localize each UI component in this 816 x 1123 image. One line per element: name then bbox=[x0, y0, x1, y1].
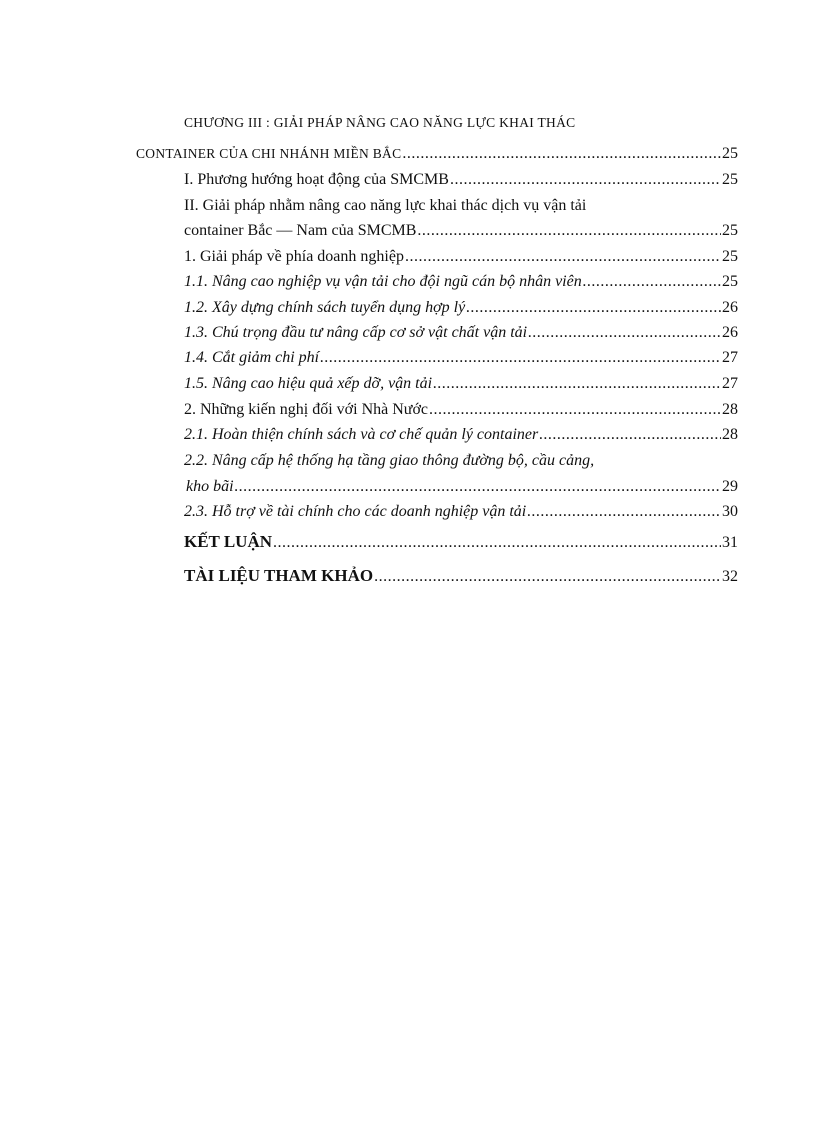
leader-dots bbox=[466, 298, 721, 318]
leader-dots bbox=[527, 502, 721, 522]
toc-entry-section1[interactable] bbox=[184, 170, 738, 190]
toc-entry-title: 1.5. Nâng cao hiệu quả xếp dỡ, vận tải bbox=[184, 375, 433, 392]
leader-dots bbox=[429, 400, 721, 420]
toc-section2-title-line1: II. Giải pháp nhằm nâng cao năng lực khai thác dịch vụ vận tải bbox=[184, 197, 587, 214]
leader-dots bbox=[235, 477, 721, 497]
toc-entry-references[interactable] bbox=[184, 566, 738, 587]
page-number: 28 bbox=[722, 401, 738, 418]
toc-entry-sub1-2[interactable] bbox=[184, 298, 738, 318]
toc-chapter3-title-line2: CONTAINER CỦA CHI NHÁNH MIỀN BẮC bbox=[136, 146, 402, 161]
leader-dots bbox=[320, 348, 721, 368]
toc-entry-title: TÀI LIỆU THAM KHẢO bbox=[184, 566, 374, 585]
leader-dots bbox=[528, 323, 721, 343]
leader-dots bbox=[405, 247, 721, 267]
toc-entry-sub1-4[interactable] bbox=[184, 348, 738, 368]
page-number: 28 bbox=[722, 426, 738, 443]
toc-sub2-2-title-line2: kho bãi bbox=[186, 478, 234, 495]
page-number: 31 bbox=[722, 534, 738, 551]
page-number: 29 bbox=[722, 478, 738, 495]
toc-entry-sub2[interactable] bbox=[184, 400, 738, 420]
toc-entry-title: KẾT LUẬN bbox=[184, 532, 273, 551]
toc-entry-title: 1. Giải pháp về phía doanh nghiệp bbox=[184, 248, 404, 265]
toc-entry-title: 2. Những kiến nghị đối với Nhà Nước bbox=[184, 401, 429, 418]
toc-sub2-2-title-line1: 2.2. Nâng cấp hệ thống hạ tầng giao thông đường bộ, cầu cảng, bbox=[184, 452, 595, 469]
leader-dots bbox=[539, 425, 721, 445]
page-number: 26 bbox=[722, 324, 738, 341]
toc-entry-chapter3[interactable] bbox=[136, 144, 738, 164]
page-number: 25 bbox=[722, 248, 738, 265]
page-number: 25 bbox=[722, 222, 738, 239]
toc-entry-sub2-1[interactable] bbox=[184, 425, 738, 445]
leader-dots bbox=[450, 170, 721, 190]
page-number: 30 bbox=[722, 503, 738, 520]
leader-dots bbox=[273, 533, 721, 553]
toc-entry-conclusion[interactable] bbox=[184, 532, 738, 553]
toc-entry-sub1-3[interactable] bbox=[184, 323, 738, 343]
toc-entry-sub1-5[interactable] bbox=[184, 374, 738, 394]
leader-dots bbox=[433, 374, 721, 394]
page-number: 25 bbox=[722, 273, 738, 290]
page-number: 32 bbox=[722, 568, 738, 585]
page-number: 26 bbox=[722, 299, 738, 316]
leader-dots bbox=[417, 221, 721, 241]
page-number: 25 bbox=[722, 145, 738, 162]
toc-entry-sub2-2[interactable] bbox=[186, 477, 738, 497]
toc-entry-title: 2.1. Hoàn thiện chính sách và cơ chế quản lý container bbox=[184, 426, 539, 443]
leader-dots bbox=[583, 272, 721, 292]
page-number: 25 bbox=[722, 171, 738, 188]
page-number: 27 bbox=[722, 375, 738, 392]
toc-entry-title: I. Phương hướng hoạt động của SMCMB bbox=[184, 171, 449, 188]
toc-entry-title: 2.3. Hỗ trợ về tài chính cho các doanh nghiệp vận tải bbox=[184, 503, 527, 520]
toc-entry-sub2-3[interactable] bbox=[184, 502, 738, 522]
toc-entry-title: 1.1. Nâng cao nghiệp vụ vận tải cho đội ngũ cán bộ nhân viên bbox=[184, 273, 582, 290]
leader-dots bbox=[402, 144, 721, 164]
leader-dots bbox=[374, 567, 721, 587]
page-number: 27 bbox=[722, 349, 738, 366]
toc-entry-sub1-1[interactable] bbox=[184, 272, 738, 292]
toc-entry-sub1[interactable] bbox=[184, 247, 738, 267]
toc-entry-title: 1.2. Xây dựng chính sách tuyển dụng hợp lý bbox=[184, 299, 466, 316]
toc-entry-section2[interactable] bbox=[184, 221, 738, 241]
toc-entry-title: 1.4. Cắt giảm chi phí bbox=[184, 349, 320, 366]
toc-section2-title-line2: container Bắc — Nam của SMCMB bbox=[184, 222, 417, 239]
toc-chapter3-title-line1: CHƯƠNG III : GIẢI PHÁP NÂNG CAO NĂNG LỰC KHAI THÁC bbox=[184, 115, 576, 130]
toc-entry-title: 1.3. Chú trọng đầu tư nâng cấp cơ sở vật chất vận tải bbox=[184, 324, 528, 341]
